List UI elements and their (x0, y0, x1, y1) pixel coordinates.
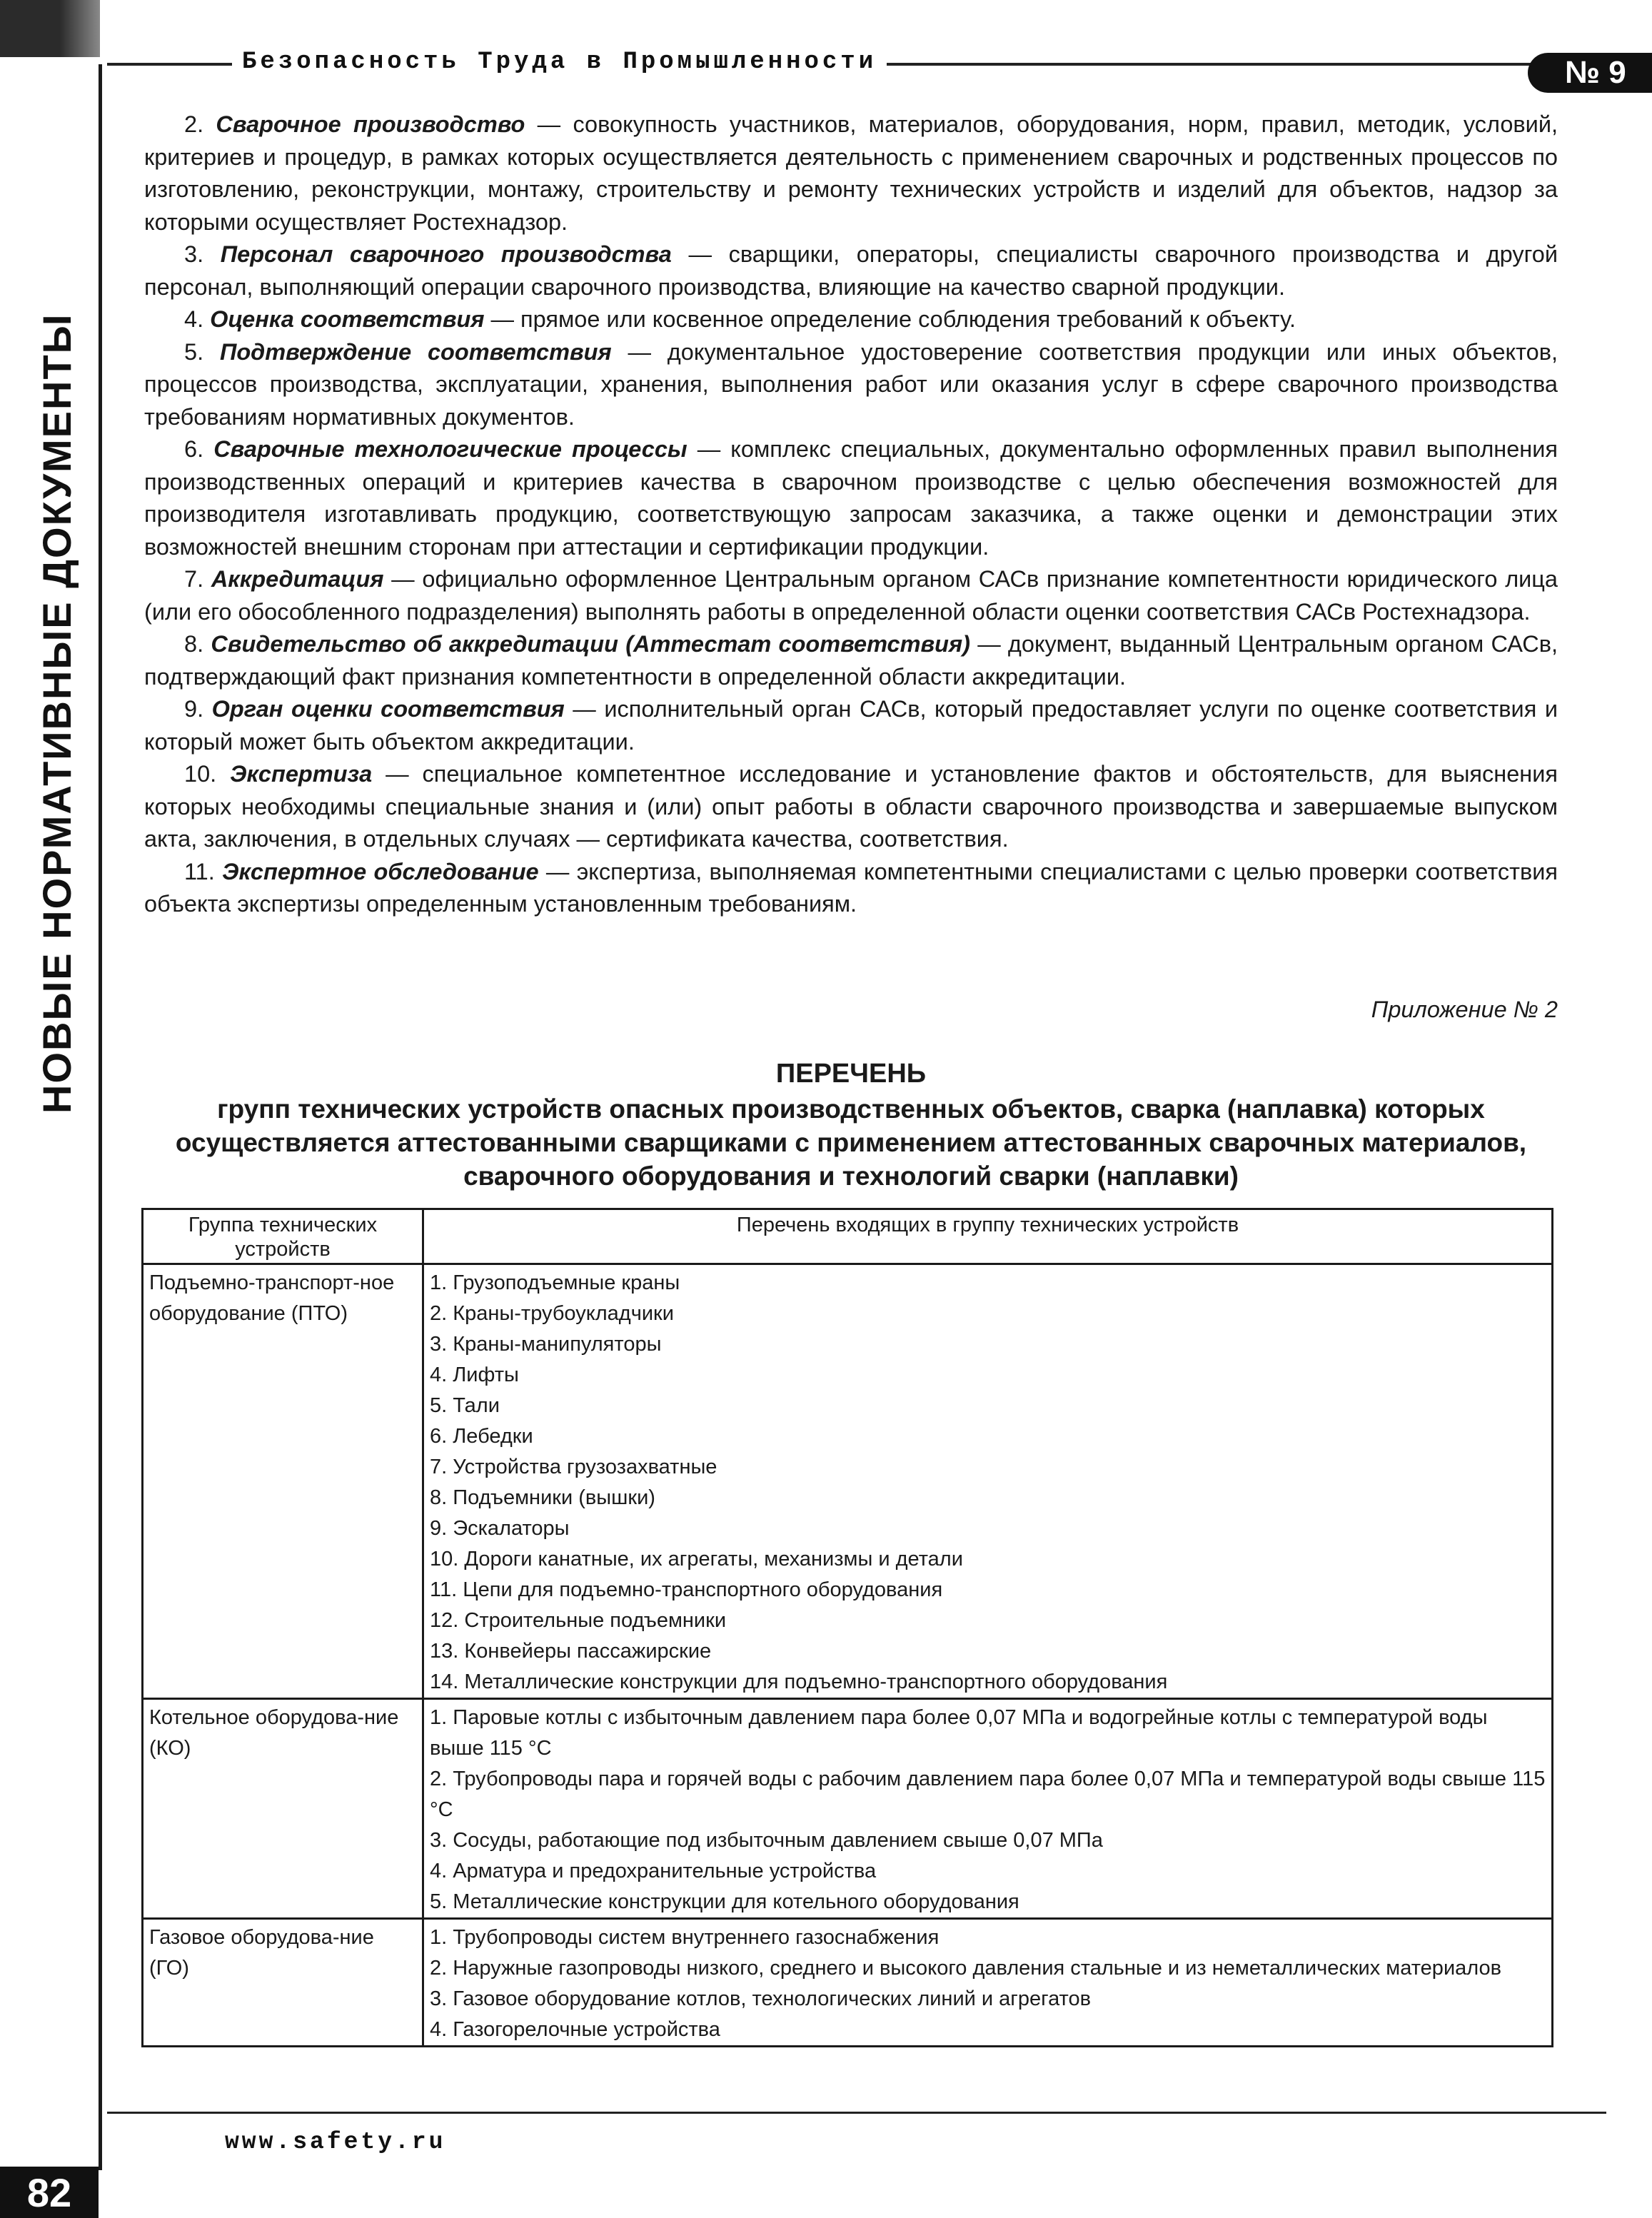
definition-item: 10. Экспертиза — специальное компетентное исследование и установление фактов и обстоятельств, для выяснения которых необходимы специальные знания и (или) опыт работы в области сварочного производства и завершаемые выпуском акта, заключения, в отдельных случаях — сертификата качества, соответствия. (144, 761, 1558, 852)
section-title-vertical: НОВЫЕ НОРМАТИВНЫЕ ДОКУМЕНТЫ (34, 313, 79, 1114)
footer-rule (107, 2112, 1606, 2114)
list-item: 7. Устройства грузозахватные (430, 1456, 717, 1478)
definition-item: 6. Сварочные технологические процессы — комплекс специальных, документально оформленных правил выполнения производственных операций и критериев качества в сварочном производстве с целью обеспечения возможностей для производителя изготавливать продукцию, соответствующую запросам заказчика, а также оценки и демонстрации этих возможностей внешним сторонам при аттестации и сертификации продукции. (144, 436, 1558, 560)
table-row (143, 1699, 1553, 1919)
group-cell: Котельное оборудова-ние (КО) (143, 1699, 423, 1919)
list-item: 8. Подъемники (вышки) (430, 1486, 655, 1509)
list-item: 1. Грузоподъемные краны (430, 1271, 680, 1294)
side-divider (99, 64, 102, 2170)
list-item: 1. Паровые котлы с избыточным давлением пара более 0,07 МПа и водогрейные котлы с температурой воды выше 115 °С (430, 1706, 1488, 1760)
list-item: 5. Тали (430, 1394, 500, 1417)
list-item: 3. Краны-манипуляторы (430, 1333, 662, 1356)
table-row (143, 1919, 1553, 2047)
list-item: 12. Строительные подъемники (430, 1609, 727, 1632)
list-item: 5. Металлические конструкции для котельного оборудования (430, 1890, 1019, 1913)
list-subtitle: групп технических устройств опасных производственных объектов, сварка (наплавка) которых осуществляется аттестованными сварщиками с применением аттестованных сварочных материалов, сварочного оборудования и технологий сварки (наплавки) (175, 1094, 1527, 1191)
list-item: 11. Цепи для подъемно-транспортного оборудования (430, 1578, 943, 1601)
definition-item: 11. Экспертное обследование — экспертиза, выполняемая компетентными специалистами с целью проверки соответствия объекта экспертизы определенным установленным требованиям. (144, 858, 1558, 917)
group-cell: Газовое оборудова-ние (ГО) (143, 1919, 423, 2047)
journal-title: Безопасность Труда в Промышленности (232, 49, 887, 76)
items-cell (423, 1264, 1553, 1699)
page-number: 82 (0, 2167, 99, 2218)
list-title: ПЕРЕЧЕНЬ (775, 1059, 927, 1089)
corner-mark (0, 0, 100, 57)
definitions-list (144, 109, 1558, 921)
list-item: 4. Газогорелочные устройства (430, 2018, 720, 2041)
list-item: 2. Краны-трубоукладчики (430, 1302, 674, 1325)
definition-item: 5. Подтверждение соответствия — документальное удостоверение соответствия продукции или иных объектов, процессов производства, эксплуатации, хранения, выполнения работ или оказания услуг в сфере сварочного производства требованиям нормативных документов. (144, 338, 1558, 430)
list-item: 14. Металлические конструкции для подъемно-транспортного оборудования (430, 1670, 1168, 1693)
table-row (143, 1264, 1553, 1699)
list-item: 2. Трубопроводы пара и горячей воды с рабочим давлением пара более 0,07 МПа и температурой воды свыше 115 °С (430, 1768, 1546, 1821)
list-item: 4. Лифты (430, 1363, 519, 1386)
group-cell: Подъемно-транспорт-ное оборудование (ПТО) (143, 1264, 423, 1699)
issue-number: № 9 (1528, 53, 1652, 93)
appendix-label: Приложение № 2 (1371, 997, 1558, 1022)
column-header-group: Группа технических устройств (143, 1209, 423, 1264)
items-cell (423, 1699, 1553, 1919)
device-groups-table (141, 1208, 1553, 2047)
list-item: 1. Трубопроводы систем внутреннего газоснабжения (430, 1926, 940, 1949)
list-item: 2. Наружные газопроводы низкого, среднего и высокого давления стальные и из неметаллических материалов (430, 1957, 1502, 1980)
list-item: 13. Конвейеры пассажирские (430, 1640, 712, 1663)
items-cell (423, 1919, 1553, 2047)
definition-item: 4. Оценка соответствия — прямое или косвенное определение соблюдения требований к объекту. (184, 306, 1296, 332)
list-item: 6. Лебедки (430, 1425, 533, 1448)
definition-item: 7. Аккредитация — официально оформленное Центральным органом САСв признание компетентности юридического лица (или его обособленного подразделения) выполнять работы в определенной области оценки соответствия САСв Ростехнадзора. (144, 566, 1558, 625)
list-item: 10. Дороги канатные, их агрегаты, механизмы и детали (430, 1548, 963, 1571)
footer-url[interactable]: www.safety.ru (225, 2129, 446, 2155)
definition-item: 2. Сварочное производство — совокупность участников, материалов, оборудования, норм, правил, методик, условий, критериев и процедур, в рамках которых осуществляется деятельность с применением сварочных и родственных процессов по изготовлению, реконструкции, монтажу, строительству и ремонту технических устройств и изделий для объектов, надзор за которыми осуществляет Ростехнадзор. (144, 111, 1558, 235)
list-item: 3. Газовое оборудование котлов, технологических линий и агрегатов (430, 1987, 1092, 2010)
list-item: 3. Сосуды, работающие под избыточным давлением свыше 0,07 МПа (430, 1829, 1103, 1852)
definition-item: 3. Персонал сварочного производства — сварщики, операторы, специалисты сварочного производства и другой персонал, выполняющий операции сварочного производства, влияющие на качество сварной продукции. (144, 241, 1558, 300)
column-header-list: Перечень входящих в группу технических устройств (423, 1209, 1553, 1264)
list-item: 4. Арматура и предохранительные устройства (430, 1860, 877, 1882)
table-header-row (143, 1209, 1553, 1264)
definition-item: 9. Орган оценки соответствия — исполнительный орган САСв, который предоставляет услуги по оценке соответствия и который может быть объектом аккредитации. (144, 696, 1558, 755)
list-item: 9. Эскалаторы (430, 1517, 570, 1540)
definition-item: 8. Свидетельство об аккредитации (Аттестат соответствия) — документ, выданный Центральным органом САСв, подтверждающий факт признания компетентности в определенной области аккредитации. (144, 631, 1558, 690)
